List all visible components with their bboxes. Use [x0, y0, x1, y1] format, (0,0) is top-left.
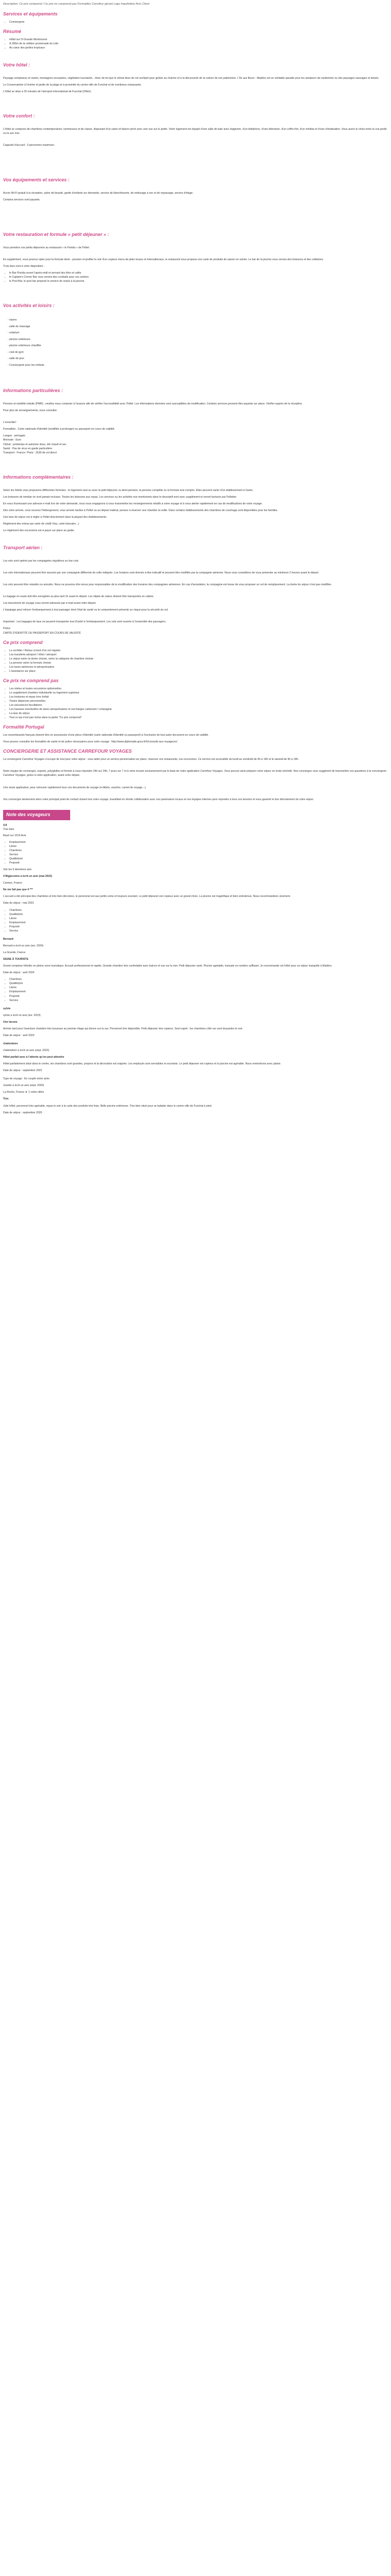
- list-item: - club de gym: [9, 349, 388, 355]
- restauration-paragraph: Trois bars sont à votre disposition :: [3, 265, 45, 268]
- section-title-hotel: Votre hôtel :: [3, 62, 30, 67]
- notes-header-bar: Note des voyageurs: [3, 810, 70, 820]
- list-item: • Literie: [9, 986, 388, 990]
- review-location: La Roche, France ★ 1 votes utiles: [3, 1091, 44, 1094]
- review-travel-type: Type de voyage : En couple entre amis: [3, 1077, 50, 1081]
- compris-list: [3, 649, 388, 673]
- page: [0, 0, 391, 1124]
- review-meta: sylvie a écrit un avis (avr. 2023): [3, 1013, 41, 1017]
- section-title-confort: Votre confort :: [3, 113, 35, 118]
- list-item: - piscine extérieure chauffée: [9, 343, 388, 349]
- review-body: L'accueil a été principal des chambres et très bien décorées, le personnel est aux petits soins et toujours souriant. Le petit déjeuner est copieux avec un grand choix. La piscine est magnifique et bien entretenue. Nous recommandons vivement.: [3, 895, 291, 899]
- resume-list: [3, 38, 388, 50]
- list-item: • Les transferts aéroport / hôtel / aéroport: [9, 653, 388, 657]
- review-date: Date de séjour : avril 2023: [3, 1033, 35, 1037]
- review-categories: [3, 977, 388, 1002]
- section-title-services: Services et équipements: [3, 11, 58, 16]
- list-item: • À 300m de la célèbre promenade du Lido: [9, 42, 388, 46]
- list-item: • La taxe de séjour: [9, 711, 388, 716]
- list-item: • Conciergerie: [9, 20, 388, 24]
- review-date: Date de séjour : septembre 2022: [3, 1069, 42, 1073]
- complementaires-paragraph: Le règlement des excursions est à payer sur place au guide.: [3, 529, 75, 533]
- review-meta: 4 Bigjecsimo a écrit un avis (mai 2023): [3, 875, 52, 878]
- review: [3, 1042, 388, 1073]
- review-title: Hôtel parfait avec à l'attente qu'on peut attendre: [3, 1056, 64, 1059]
- equipements-paragraph: Certains services sont payants.: [3, 198, 41, 202]
- transport-paragraph: Les documents de voyage vous seront adressés par e-mail avant votre départ.: [3, 602, 96, 605]
- list-item: • Les boissons et repas hors forfait: [9, 695, 388, 699]
- complementaires-paragraph: Dès votre arrivée, vous recevez l'hébergement, vous arrivée tardive à l'hôtel ou au départ matinal, pensez à réserver une chambre la veille. Dans certains établissements des chambres de couchage sont disponibles pour les familles.: [3, 509, 278, 512]
- review-body: Jolie hôtel, personnel très agréable, repas le soir à la carte des produits très frais. Belle piscine extérieure. Très bien situé pour se balader dans le centre-ville de Funchal à pied.: [3, 1104, 213, 1108]
- formalites-paragraph: Les ressortissants français doivent être en possession d'une pièce d'identité (carte nationale d'identité ou passeport) à l'exclusion de tout autre document en cours de validité.: [3, 734, 209, 737]
- list-item: • Chambres: [9, 849, 388, 853]
- list-item: • Emplacement: [9, 921, 388, 925]
- list-item: • Emplacement: [9, 840, 388, 844]
- list-item: • Literie: [9, 844, 388, 849]
- list-item: • Qualité/prix: [9, 857, 388, 861]
- complementaires-paragraph: Selon les hôtels vous proposons différentes formules : le logement seul ou avec le petit déjeuner, la demi-pension, la pension complète ou la formule tout compris. Elles peuvent varier d'un établissement à l'autre.: [3, 488, 254, 492]
- list-item: • Le vol Aller / Retour à bord d'un vol régulier: [9, 649, 388, 653]
- list-item: • Le supplément chambre individuelle ou logement supérieur: [9, 691, 388, 695]
- list-item: • Les visites et toutes excursions optionnelles: [9, 687, 388, 691]
- section-title-formalites: Formalité Portugal: [3, 724, 44, 730]
- section-title-non-compris: Ce prix ne comprend pas: [3, 677, 59, 683]
- restauration-paragraph: En supplément, vous pourrez opter pour la formule demi - pension et profiter le soir d'un copieux menu de plats locaux et internationaux, le restaurant vous propose une carte de produits de saison en soirée. Le bar de la piscine vous servira des boissons et des collations.: [3, 258, 324, 262]
- activites-list: [3, 317, 388, 368]
- review-author[interactable]: Voir les 5 dernières avis: [3, 868, 32, 872]
- review-date: Date de séjour : mai 2023: [3, 902, 34, 905]
- complementaires-paragraph: Règlement des extras par carte de crédit Visa, carte bancaire...): [3, 522, 79, 526]
- section-title-equipements: Vos équipements et services :: [3, 177, 70, 183]
- restauration-paragraph: Vous prendrez vos petits déjeuners au restaurant « le Florida » de l'hôtel.: [3, 246, 90, 250]
- list-item: • Au cœur des jardins tropicaux: [9, 46, 388, 50]
- transport-paragraph: L'équipage peut refuser l'embarquement à tout passager dont l'état de santé ou le comportement présente un risque pour la sécurité du vol.: [3, 608, 169, 612]
- review-title: Très: [3, 1097, 9, 1101]
- review-date: Date de séjour : avril 2024: [3, 971, 35, 975]
- review-location: La Grande, France: [3, 951, 26, 955]
- list-item: • Les assurances facultatives: [9, 703, 388, 707]
- transport-paragraph: Les vols peuvent être retardés ou annulés. Nous ne pouvons être tenus pour responsables de la modification des horaires des compagnies aériennes. En cas d'annulation, la compagnie est tenue de vous proposer un vol de remplacement. La durée du séjour n'est pas modifiée.: [3, 583, 332, 587]
- services-list: [3, 20, 388, 24]
- review-author: Bernard: [3, 937, 13, 941]
- top-description: Description: Ce prix comprend / Ce prix ne comprend pas Formalités Carrefour gérant Logo Inquilisition Avis Client: [3, 3, 150, 6]
- list-item: - salle de jeux: [9, 355, 388, 362]
- equipements-paragraph: Accès Wi-Fi gratuit à la réception, salon de beauté, garde d'enfants sur demande, service de blanchisserie, de nettoyage à sec et de repassage, service d'étage.: [3, 191, 193, 195]
- section-title-infos: Informations particulières :: [3, 388, 63, 394]
- list-item: • Tout ce qui n'est pas inclus dans la partie "Ce prix comprend": [9, 716, 388, 720]
- notes-count: Basé sur 1516 Avis: [3, 834, 26, 837]
- formalites-paragraph[interactable]: Vous pouvez consulter les formalités de santé et de police nécessaires pour votre voyage : http://www.diplomatie.gouv.fr/fr/conseils-aux-voyageurs/: [3, 740, 177, 744]
- conciergerie-paragraph: Notre équipe de concierges, experts, polyglottes et formés à vous répondre 24h sur 24h, 7 jours sur 7 et à votre écoute exclusivement par le biais de notre application Carrefour Voyages. Vous pouvez ainsi préparer votre séjour en toute sérénité. Nos concierges vous suggèrent de transmettre vos questions à la conciergerie Carrefour Voyages, grâce à notre application, avant votre départ.: [3, 770, 387, 777]
- review-author: sylvie: [3, 1007, 11, 1010]
- review-author: chalendeen: [3, 1042, 18, 1045]
- review-body: Grand complexe hôtelier en pleine zone touristique. Accueil professionnel et rapide. Grande chambre très confortable avec balcon et vue sur la mer. Petit déjeuner varié. Piscine agréable, transats en nombre suffisant. Je recommande cet hôtel pour un séjour tranquille à Madère.: [3, 964, 333, 968]
- complementaires-paragraph: En nous fournissant une adresse e-mail lors de votre demande, nous nous engageons à vous transmettre les renseignements relatifs à votre voyage et à vous alerter rapidement en cas de modifications de votre voyage.: [3, 502, 263, 505]
- confort-paragraph: Capacité d'accueil : 3 personnes maximum.: [3, 143, 55, 147]
- review-title: Une lacune: [3, 1020, 18, 1024]
- transport-paragraph: Les vols sont opérés par les compagnies régulières ou low cost.: [3, 560, 79, 563]
- complementaires-paragraph: Une taxe de séjour est à régler à l'hôtel directement dans la plupart des établissements.: [3, 515, 107, 519]
- list-item: • Propreté: [9, 925, 388, 929]
- list-item: • le Pool Bar, le pool bar proposé le service de snack à la piscine: [9, 279, 388, 283]
- list-item: • Service: [9, 853, 388, 857]
- transport-paragraph: Important : Les bagages de taux ne peuvent transporter tout d'unité à l'embarquement. Les vols sont ouverts à l'ensemble des passagers.: [3, 620, 167, 624]
- infos-paragraph: Pension et mobilité réduite (PMR) : veuillez nous contacter à l'avance afin de vérifier l'accessibilité avec l'hôtel. Les informations données sont susceptibles de modification. Certains services peuvent être payants sur place. Vérifier auprès de la réception.: [3, 402, 303, 406]
- list-item: • Le séjour selon la durée choisie, selon la catégorie de chambre choisie: [9, 657, 388, 661]
- review-title: Ne me fait pas que 4 ***: [3, 888, 33, 892]
- transport-paragraph: Les vols internationaux peuvent être assurés par une compagnie différente de celle indiquée. Les horaires sont donnés à titre indicatif et peuvent être modifiés par la compagnie aérienne. Nous vous conseillons de vous présenter au minimum 2 heures avant le départ.: [3, 571, 319, 575]
- notes-categories: [3, 840, 388, 865]
- infos-paragraph: Formalités : Carte nationale d'identité (modifiée à prolonger) ou passeport en cours de validité.: [3, 428, 115, 431]
- list-item: • Service: [9, 929, 388, 933]
- review-meta: Bernard a écrit un avis (avr. 2024): [3, 944, 44, 947]
- review: [3, 1007, 388, 1038]
- list-item: • Chambres: [9, 977, 388, 981]
- notes-average: 4,8: [3, 823, 7, 827]
- review-body: Hôtel parfaitement situé dans le centre, les chambres sont grandes, propres et la décoration est soignée. Les employés sont serviables et souriants. Le petit déjeuner est copieux et la piscine est agréable. Nous reviendrons avec plaisir.: [3, 1062, 281, 1066]
- hotel-paragraph: Paysage somptueux et variés, montagnes escarpées, végétation luxuriante... Avec de tel que le climat doux de cet archipel pour goûter au charme et à la découverte de la culture de son patrimoine. L'île aux fleurs - Madère est un véritable paradis pour les amateurs de randonnée ou des paysages sauvages et boisés.: [3, 76, 380, 80]
- hotel-paragraph: Le Conservatoire à l'entrée et jardin de la plage et à proximité du centre-ville de Funchal et de nombreux restaurants.: [3, 83, 142, 87]
- list-item: • Toutes dépenses personnelles: [9, 699, 388, 703]
- non-compris-list: [3, 687, 388, 720]
- list-item: • Les hausses éventuelles de taxes aéroportuaires et surcharges carburant / compagnie: [9, 707, 388, 711]
- section-title-compris: Ce prix comprend: [3, 639, 43, 645]
- list-item: • La pension selon la formule choisie: [9, 661, 388, 665]
- section-title-conciergerie: CONCIERGERIE ET ASSISTANCE CARREFOUR VOYAGES: [3, 749, 132, 754]
- list-item: • L'assistance sur place: [9, 669, 388, 673]
- list-item: • Qualité/prix: [9, 912, 388, 917]
- list-item: • Propreté: [9, 994, 388, 998]
- review-body: Arrivés tard pour l'aventure chambre très luxueuse au premier étage qui donne sur la rue. Personnel très disponible. Petit déjeuner très copieux. Seul regret : les chambres côté rue sont bruyantes le soir.: [3, 1027, 243, 1030]
- infos-details: Langue : portugais Monnaie : Euro Climat : printemps et automne doux, été chaud et sec Santé : Pas de virus en garde particulière Transport : France / Paris : 2h30 de vol direct: [3, 434, 67, 454]
- transport-paragraph: Le bagage en soute doit être enregistré au plus tard 1h avant le départ. Les objets de valeur doivent être transportés en cabine.: [3, 595, 154, 599]
- review: [3, 1077, 388, 1114]
- conciergerie-paragraph: La conciergerie Carrefour Voyages s'occupe de tout pour votre séjour : vous aider pour un service personnalisé sur place, réservez vos restaurants, vos excursions. Ce service est accessible du lundi au vendredi de 9h à 19h et le samedi de 9h à 18h.: [3, 758, 299, 761]
- list-item: • Chambres: [9, 908, 388, 912]
- section-title-resume: Résumé: [3, 28, 22, 34]
- bars-list: [3, 271, 388, 283]
- list-item: - salle de massage: [9, 324, 388, 330]
- review: [3, 868, 388, 933]
- list-item: - solarium: [9, 330, 388, 336]
- transport-police: Police CARTE D'IDENTITÉ OU PASSEPORT EN COURS DE VALIDITÉ: [3, 627, 81, 635]
- list-item: • le Captain's Corner Bar vous servira des cocktails pour vos soirées: [9, 275, 388, 279]
- complementaires-paragraph: Les boissons de minibar ne sont jamais incluses. Toutes les boissons aux repas. Les services ou les activités non mentionnés dans le descriptif sont avec supplément et seront facturés par l'hôtelier.: [3, 495, 237, 499]
- list-item: • Les taxes aériennes et aéroportuaires: [9, 665, 388, 669]
- list-item: • Hôtel sur l'il Grande Montmorret: [9, 38, 388, 42]
- list-item: • Literie: [9, 917, 388, 921]
- section-title-restauration: Votre restauration et formule « petit déjeuner » :: [3, 232, 109, 238]
- confort-paragraph: L'hôtel se compose de chambres contemporaines, lumineuses et de classe, disposant d'un salon et balcon privé avec une vue sur le jardin. Votre logement est équipé d'une salle de bain avec baignoire, d'un téléphone, d'une télévision, d'un coffre-fort, d'un minibar et d'une climatisation. Vous aurez le choix entre la vue jardin ou la vue mer.: [3, 127, 387, 135]
- list-item: - sauna: [9, 317, 388, 323]
- conciergerie-paragraph: Une seule application, pour retrouver rapidement tous vos documents de voyage (e-billets, vaucher, carnet de voyage...).: [3, 786, 146, 789]
- list-item: - Conciergerie pour les enfants: [9, 362, 388, 368]
- review-location: Cannes, France: [3, 882, 22, 885]
- list-item: • Propreté: [9, 861, 388, 865]
- list-item: • Qualité/prix: [9, 981, 388, 986]
- notes-average-label: Très bien: [3, 827, 14, 831]
- list-item: - piscine extérieure: [9, 336, 388, 343]
- review-meta: Josette a écrit un avis (sept. 2020): [3, 1084, 44, 1088]
- section-title-complementaires: Informations complémentaires :: [3, 474, 74, 480]
- review-title: SIGNE À TOURISTE: [3, 958, 28, 961]
- list-item: • Emplacement: [9, 990, 388, 994]
- infos-paragraph: Pour plus de renseignements, nous consulter.: [3, 409, 58, 413]
- hotel-paragraph: L'hôtel se situe à 25 minutes de l'aéroport international de Funchal (20km).: [3, 90, 92, 93]
- list-item: • le Bar Florida ouvert l'après-midi et servant des thés et cafés: [9, 271, 388, 275]
- list-item: • Service: [9, 998, 388, 1003]
- essentiel-title: L'essentiel :: [3, 421, 18, 425]
- review: [3, 937, 388, 1003]
- review-categories: [3, 908, 388, 933]
- review-date: Date de séjour : septembre 2020: [3, 1111, 42, 1114]
- section-title-transport: Transport aérien :: [3, 545, 43, 551]
- notes-summary: [3, 823, 388, 866]
- review-meta: chalendeen a écrit un avis (sept. 2022): [3, 1049, 50, 1053]
- section-title-activites: Vos activités et loisirs :: [3, 303, 55, 309]
- conciergerie-paragraph: Vos concierges deviennent alors votre principal point de contact durant tout votre voyage, travaillant en étroite collaboration avec nos partenaires locaux et nos équipes internes pour répondre à tous vos besoins et vous garantir le bon déroulement de votre séjour.: [3, 798, 314, 801]
